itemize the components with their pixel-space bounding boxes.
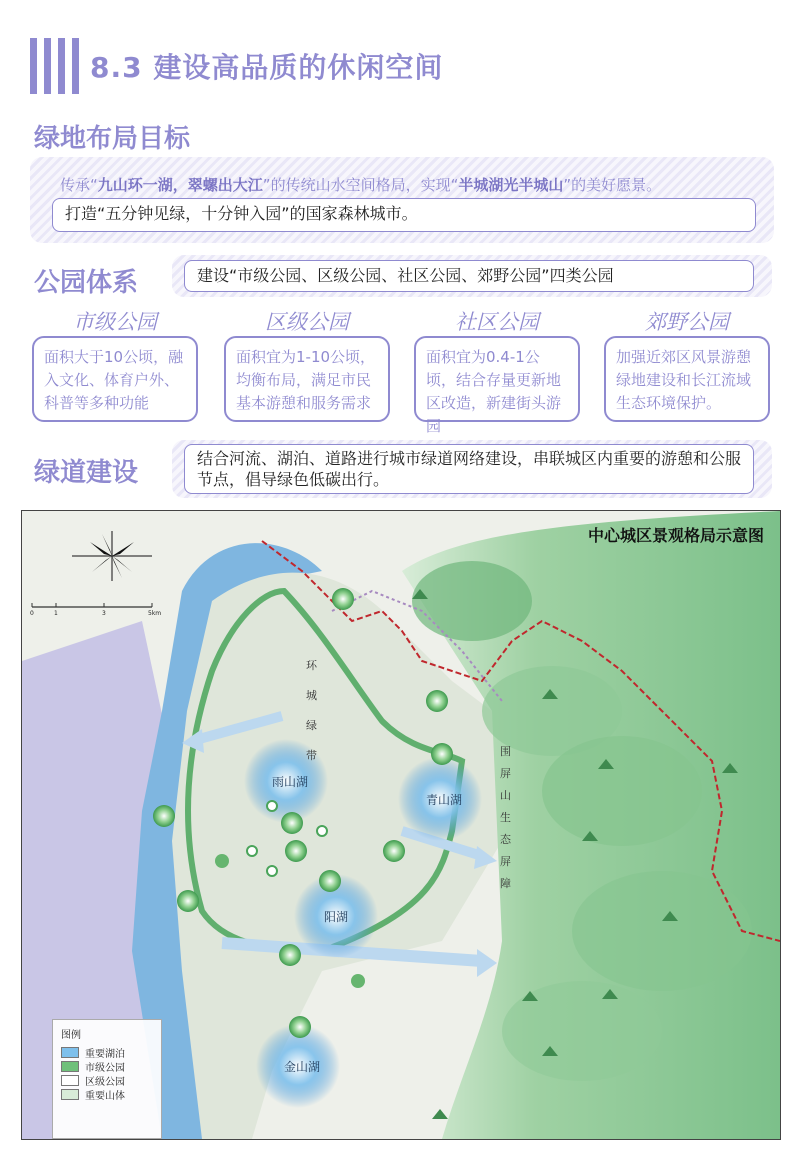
section-title: 8.3 建设高品质的休闲空间 bbox=[90, 51, 444, 84]
park-category-suburban: 郊野公园 bbox=[645, 310, 729, 334]
lake-label-jinshan: 金山湖 bbox=[284, 1060, 321, 1074]
map-title: 中心城区景观格局示意图 bbox=[587, 526, 764, 545]
scale-label-3: 3 bbox=[102, 610, 106, 617]
park-card-community: 面积宜为0.4-1公顷，结合存量更新地区改造，新建街头游园 bbox=[414, 336, 580, 422]
park-category-district: 区级公园 bbox=[265, 310, 349, 334]
greenland-line1: 传承“九山环一湖，翠螺出大江”的传统山水空间格局，实现“半城湖光半城山”的美好愿景。 bbox=[60, 176, 662, 194]
legend-city-park: 市级公园 bbox=[61, 1059, 153, 1073]
scale-label-5km: 5km bbox=[148, 610, 162, 617]
scale-label-0: 0 bbox=[30, 610, 34, 617]
park-card-city: 面积大于10公顷，融入文化、体育户外、科普等多种功能 bbox=[32, 336, 198, 422]
legend-district-park: 区级公园 bbox=[61, 1073, 153, 1087]
lake-label-yushan: 雨山湖 bbox=[272, 775, 309, 789]
park-card-suburban: 加强近郊区风景游憩绿地建设和长江流域生态环境保护。 bbox=[604, 336, 770, 422]
greenland-line2: 打造“五分钟见绿，十分钟入园”的国家森林城市。 bbox=[52, 198, 756, 232]
scale-label-1: 1 bbox=[54, 610, 58, 617]
legend-mountain: 重要山体 bbox=[61, 1087, 153, 1101]
park-category-city: 市级公园 bbox=[73, 310, 157, 334]
greenland-heading: 绿地布局目标 bbox=[34, 124, 191, 154]
park-summary: 建设“市级公园、区级公园、社区公园、郊野公园”四类公园 bbox=[184, 260, 754, 292]
greenway-heading: 绿道建设 bbox=[34, 458, 139, 488]
lake-label-yanghu: 阳湖 bbox=[324, 910, 349, 924]
map-legend bbox=[52, 1019, 162, 1139]
lake-label-qingshan: 青山湖 bbox=[426, 793, 463, 807]
park-system-heading: 公园体系 bbox=[34, 268, 139, 298]
title-bars-icon bbox=[30, 38, 78, 94]
park-card-district: 面积宜为1-10公顷，均衡布局，满足市民基本游憩和服务需求 bbox=[224, 336, 390, 422]
legend-lake: 重要湖泊 bbox=[61, 1045, 153, 1059]
landscape-map bbox=[21, 510, 781, 1140]
legend-title: 图例 bbox=[61, 1030, 81, 1041]
park-category-community: 社区公园 bbox=[455, 310, 539, 334]
greenway-desc: 结合河流、湖泊、道路进行城市绿道网络建设，串联城区内重要的游憩和公服节点，倡导绿色低碳出行。 bbox=[184, 444, 754, 494]
eco-screen-label: 围屏山生态屏障 bbox=[500, 745, 511, 890]
ring-greenway-label: 环城绿带 bbox=[306, 659, 317, 762]
